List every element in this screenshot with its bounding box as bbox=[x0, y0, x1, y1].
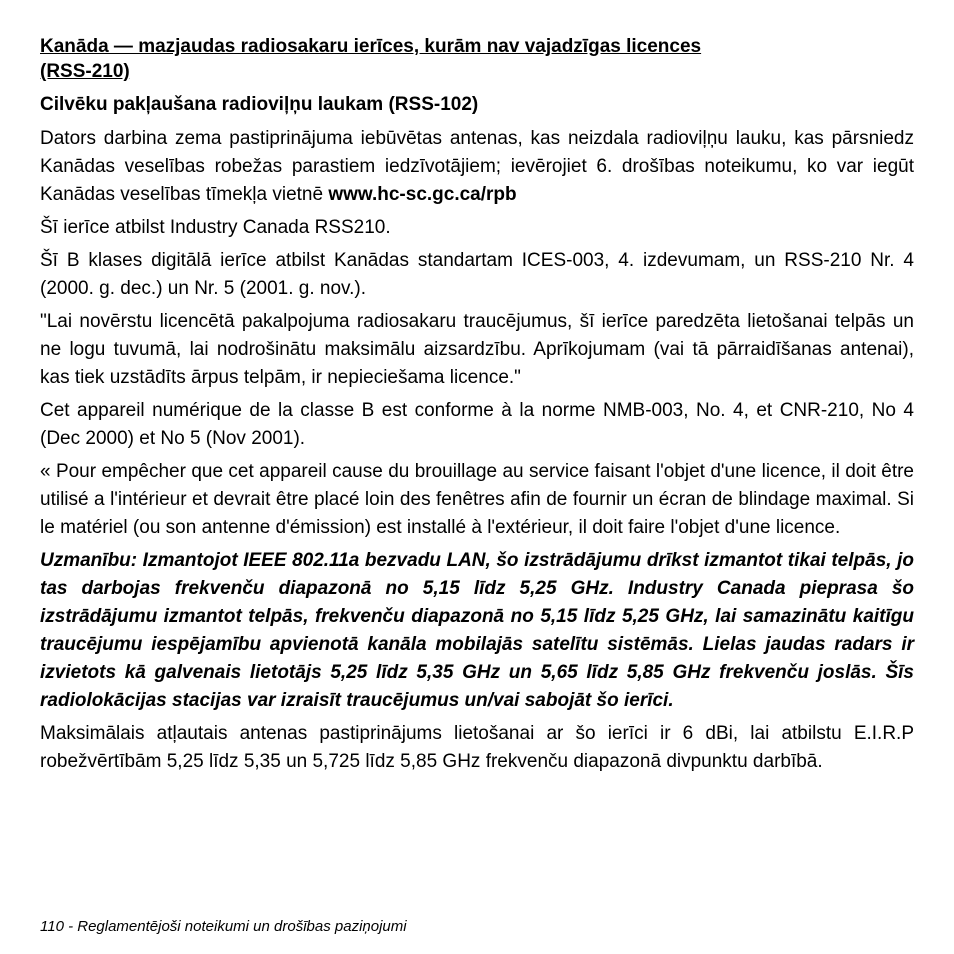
health-canada-url: www.hc-sc.gc.ca/rpb bbox=[328, 184, 517, 205]
paragraph-nmb003-fr: Cet appareil numérique de la classe B est conforme à la norme NMB-003, No. 4, et CNR-210, No 4 (Dec 2000) et No 5 (Nov 2001). bbox=[40, 400, 914, 449]
section-heading-line2: (RSS-210) bbox=[40, 61, 130, 82]
paragraph-rf-exposure bbox=[40, 125, 914, 209]
document-page bbox=[40, 34, 914, 781]
paragraph-antenna-gain: Maksimālais atļautais antenas pastiprinājums lietošanai ar šo ierīci ir 6 dBi, lai atbilstu E.I.R.P robežvērtībām 5,25 līdz 5,35 un 5,725 līdz 5,85 GHz frekvenču diapazonā divpunktu darbībā. bbox=[40, 723, 914, 772]
paragraph-license-fr: « Pour empêcher que cet appareil cause du brouillage au service faisant l'objet d'une licence, il doit être utilisé a l'intérieur et devrait être placé loin des fenêtres afin de fournir un écran de blindage maximal. Si le matériel (ou son antenne d'émission) est installé à l'extérieur, il doit faire l'objet d'une licence. bbox=[40, 461, 914, 538]
paragraph-ices003: Šī B klases digitālā ierīce atbilst Kanādas standartam ICES-003, 4. izdevumam, un RSS-210 Nr. 4 (2000. g. dec.) un Nr. 5 (2001. g. nov.). bbox=[40, 250, 914, 299]
paragraph-rf-exposure-text: Dators darbina zema pastiprinājuma iebūvētas antenas, kas neizdala radioviļņu lauku, kas pārsniedz Kanādas veselības robežas parastiem iedzīvotājiem; ievērojiet 6. drošības noteikumu, ko var iegūt Kanādas veselības tīmekļa vietnē bbox=[40, 128, 914, 205]
warning-paragraph: Uzmanību: Izmantojot IEEE 802.11a bezvadu LAN, šo izstrādājumu drīkst izmantot tikai telpās, jo tas darbojas frekvenču diapazonā no 5,15 līdz 5,25 GHz. Industry Canada pieprasa šo izstrādājumu izmantot telpās, frekvenču diapazonā no 5,15 līdz 5,25 GHz, lai samazinātu kaitīgu traucējumu iespējamību apvienotā kanāla mobilajās satelītu sistēmās. Lielas jaudas radars ir izvietots kā galvenais lietotājs 5,25 līdz 5,35 GHz un 5,65 līdz 5,85 GHz frekvenču joslās. Šīs radiolokācijas stacijas var izraisīt traucējumus un/vai sabojāt šo ierīci. bbox=[40, 550, 914, 711]
paragraph-rss210: Šī ierīce atbilst Industry Canada RSS210. bbox=[40, 217, 391, 238]
section-heading-line1: Kanāda — mazjaudas radiosakaru ierīces, kurām nav vajadzīgas licences bbox=[40, 36, 702, 57]
section-heading bbox=[40, 34, 830, 84]
paragraph-license-quote: "Lai novērstu licencētā pakalpojuma radiosakaru traucējumus, šī ierīce paredzēta lietošanai telpās un ne logu tuvumā, lai nodrošinātu maksimālu aizsardzību. Aprīkojumam (vai tā pārraidīšanas antenai), kas tiek uzstādīts ārpus telpām, ir nepieciešama licence." bbox=[40, 311, 914, 388]
section-subheading: Cilvēku pakļaušana radioviļņu laukam (RSS-102) bbox=[40, 94, 479, 115]
page-footer: 110 - Reglamentējoši noteikumi un drošības paziņojumi bbox=[40, 918, 407, 935]
